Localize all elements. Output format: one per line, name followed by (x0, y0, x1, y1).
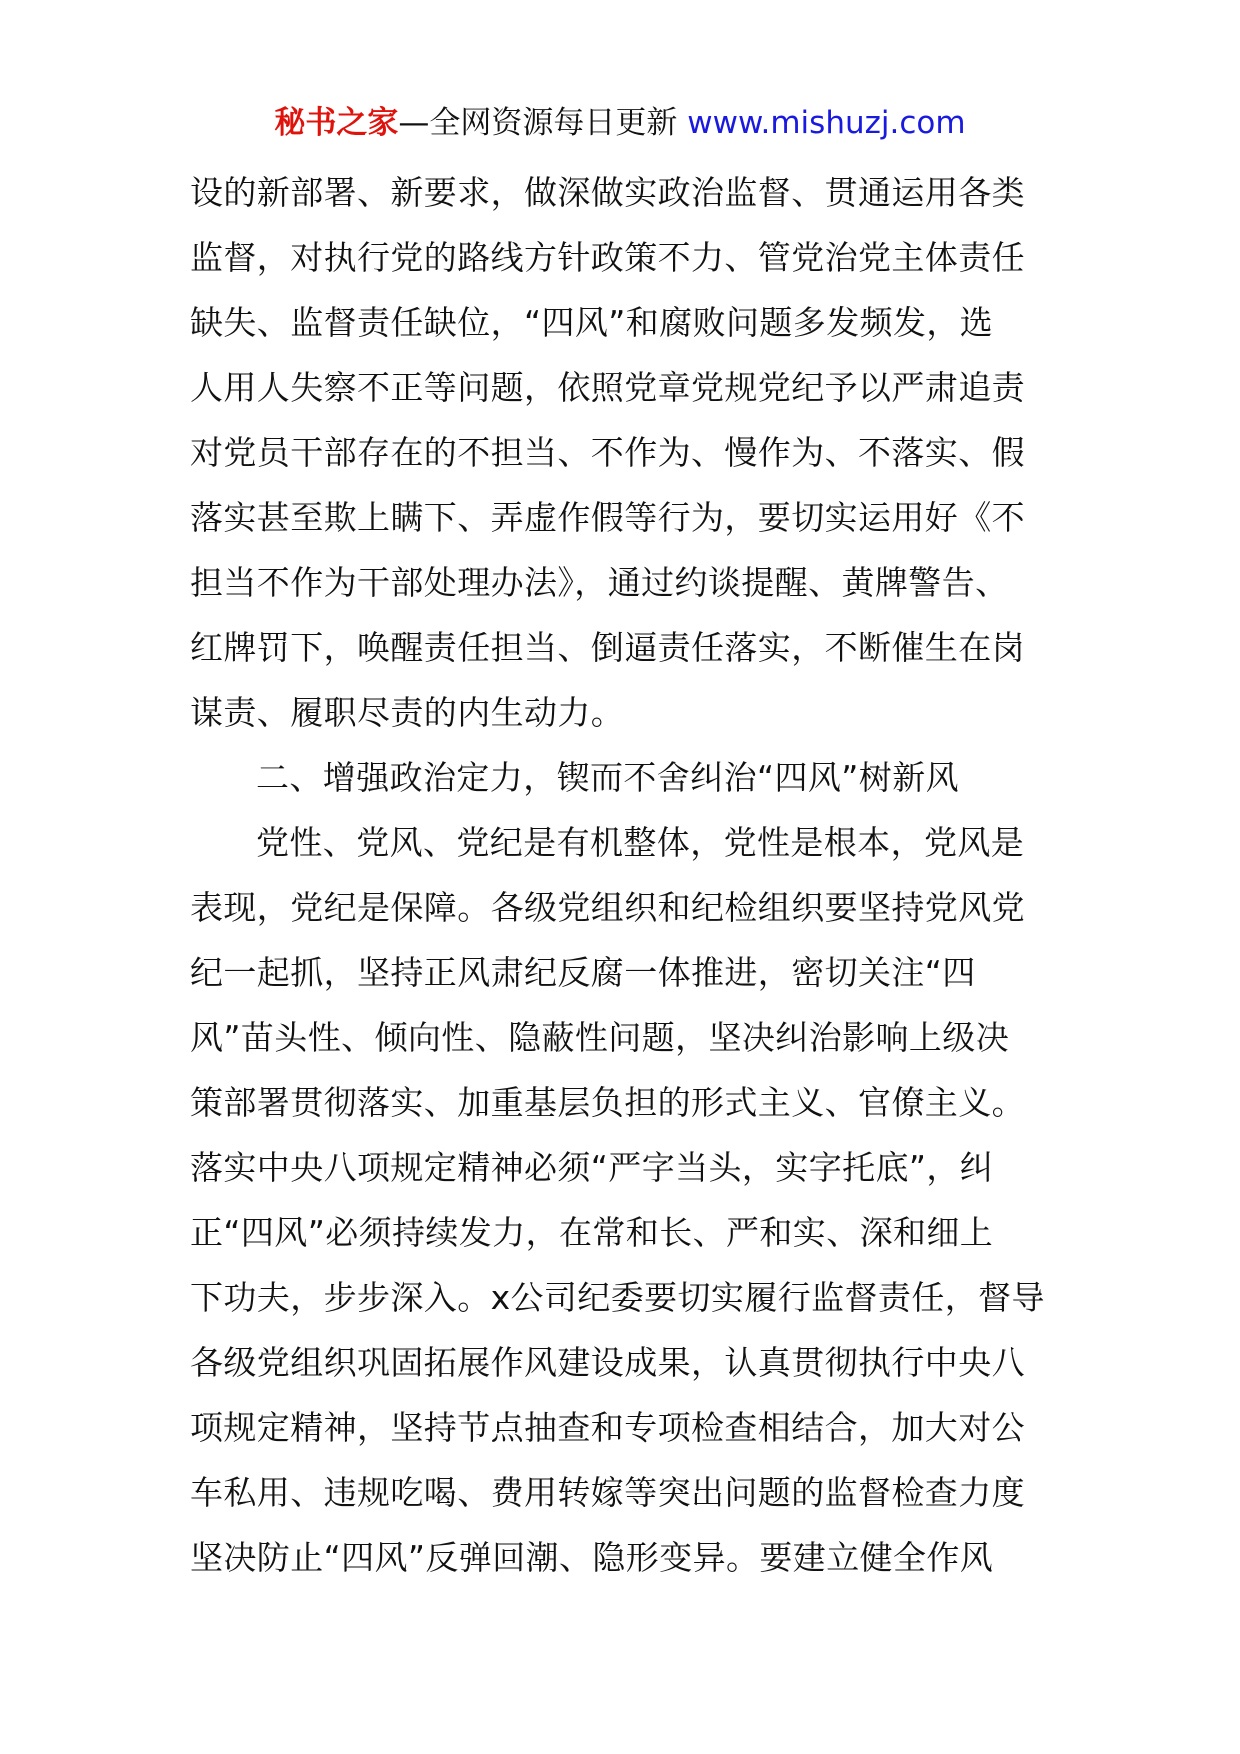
paragraph-first-line: 党性、党风、党纪是有机整体，党性是根本，党风是 (256, 823, 1025, 862)
document-body (190, 160, 1060, 1590)
text-line: 项规定精神，坚持节点抽查和专项检查相结合，加大对公 (190, 1408, 1025, 1447)
header-brand: 秘书之家 (274, 105, 399, 141)
text-line: 风”苗头性、倾向性、隐蔽性问题，坚决纠治影响上级决 (190, 1018, 1010, 1057)
header-tagline: —全网资源每日更新 (398, 105, 678, 141)
text-line: 落实中央八项规定精神必须“严字当头，实字托底”，纠 (190, 1148, 994, 1187)
text-line: 设的新部署、新要求，做深做实政治监督、贯通运用各类 (190, 173, 1025, 212)
text-line: 各级党组织巩固拓展作风建设成果，认真贯彻执行中央八 (190, 1343, 1025, 1382)
text-line: 坚决防止“四风”反弹回潮、隐形变异。要建立健全作风 (190, 1538, 994, 1577)
text-line: 策部署贯彻落实、加重基层负担的形式主义、官僚主义。 (190, 1083, 1025, 1122)
text-line: 人用人失察不正等问题，依照党章党规党纪予以严肃追责 (190, 368, 1025, 407)
header-url-link[interactable]: www.mishuzj.com (687, 105, 966, 141)
text-line: 表现，党纪是保障。各级党组织和纪检组织要坚持党风党 (190, 888, 1025, 927)
text-line: 红牌罚下，唤醒责任担当、倒逼责任落实，不断催生在岗 (190, 628, 1025, 667)
text-line: 监督，对执行党的路线方针政策不力、管党治党主体责任 (190, 238, 1025, 277)
text-line: 下功夫，步步深入。x公司纪委要切实履行监督责任，督导 (190, 1278, 1045, 1317)
text-line: 落实甚至欺上瞒下、弄虚作假等行为，要切实运用好《不 (190, 498, 1025, 537)
section-heading: 二、增强政治定力，锲而不舍纠治“四风”树新风 (256, 758, 959, 797)
text-line: 对党员干部存在的不担当、不作为、慢作为、不落实、假 (190, 433, 1025, 472)
text-line: 纪一起抓，坚持正风肃纪反腐一体推进，密切关注“四 (190, 953, 976, 992)
text-line: 正“四风”必须持续发力，在常和长、严和实、深和细上 (190, 1213, 994, 1252)
page-header (0, 100, 1240, 146)
text-line: 担当不作为干部处理办法》，通过约谈提醒、黄牌警告、 (190, 563, 1009, 602)
text-line: 车私用、违规吃喝、费用转嫁等突出问题的监督检查力度 (190, 1473, 1025, 1512)
text-line: 缺失、监督责任缺位，“四风”和腐败问题多发频发，选 (190, 303, 994, 342)
text-line: 谋责、履职尽责的内生动力。 (190, 693, 625, 732)
